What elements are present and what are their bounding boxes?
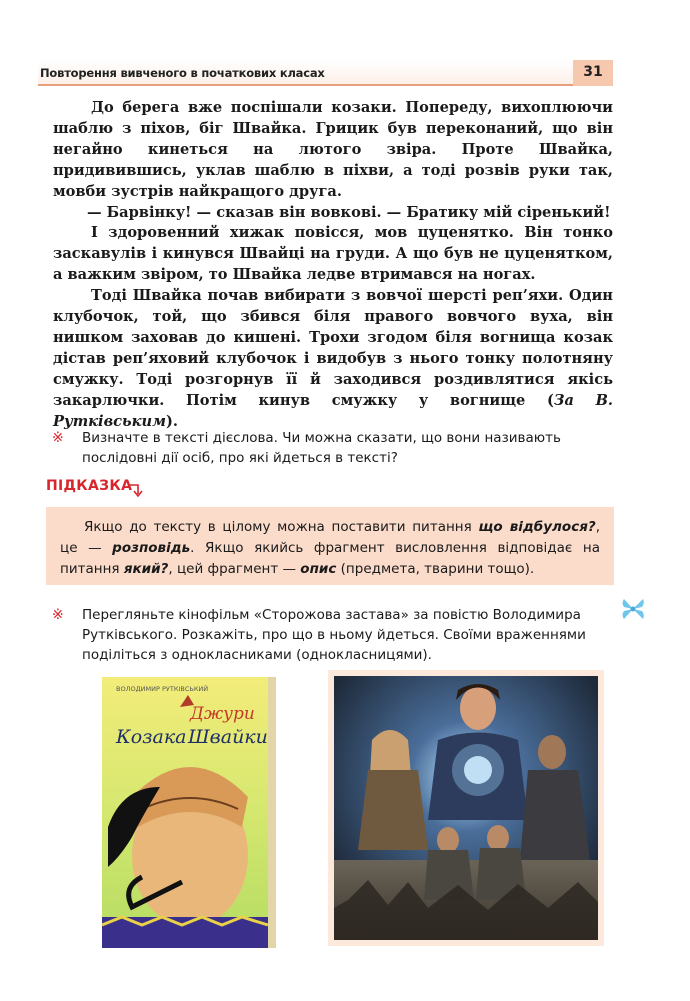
paragraph-3 bbox=[53, 286, 613, 432]
hint-t4: , цей фрагмент — bbox=[168, 561, 301, 577]
book-title-line-1: Джури bbox=[190, 704, 255, 724]
hint-question-1: що відбулося? bbox=[478, 519, 596, 535]
task-bullet-icon: ※ bbox=[52, 607, 64, 623]
hint-t5: (предмета, тварини тощо). bbox=[336, 561, 535, 577]
book-cover-image bbox=[102, 677, 276, 948]
book-title-line-3: Швайки bbox=[188, 726, 268, 748]
header-bar bbox=[38, 60, 573, 86]
movie-poster-image bbox=[328, 670, 604, 946]
page-number: 31 bbox=[583, 64, 603, 80]
hint-term-description: опис bbox=[300, 561, 337, 577]
star-icon bbox=[618, 594, 648, 624]
hint-box bbox=[46, 507, 614, 585]
hint-t1: Якщо до тексту в цілому можна поставити питання bbox=[84, 519, 479, 535]
hint-question-2: який? bbox=[123, 561, 169, 577]
book-author: ВОЛОДИМИР РУТКІВСЬКИЙ bbox=[116, 685, 209, 693]
paragraph-1: До берега вже поспішали козаки. Попереду, вихоплюючи шаблю з піхов, біг Швайка. Грицик був переконаний, що він негайно кинеться на лютого звіра. Проте Швайка, придивившись, уклав шаблю в піхви, а тоді розвів руки так, мовби зустрів найкращого друга. bbox=[53, 99, 613, 200]
book-title-line-2: Козака bbox=[116, 726, 187, 748]
page-number-box bbox=[573, 60, 613, 86]
page-header bbox=[38, 60, 613, 86]
dialog-line: — Барвінку! — сказав він вовкові. — Братику мій сіренький! bbox=[87, 203, 611, 221]
hint-t3: . Якщо якийсь фрагмент висловлення відповідає на питання bbox=[60, 540, 601, 577]
task-1 bbox=[52, 428, 617, 468]
task-2-text: Перегляньте кінофільм «Сторожова застава» за повістю Володимира Рутківського. Розкажіть, про що в ньому йдеться. Своїми враженнями поділіться з однокласниками (однокласницями). bbox=[82, 607, 586, 663]
source-attribution: За В. Рутківським bbox=[53, 391, 613, 430]
hint-term-narration: розповідь bbox=[112, 540, 191, 556]
task-2 bbox=[52, 605, 617, 665]
hint-t2: , це — bbox=[60, 519, 600, 556]
paragraph-2: І здоровенний хижак повісся, мов цуценятко. Він тонко заскавулів і кинувся Швайці на груди. А що був не цуценятком, а важким звіром, то Швайка ледве втримався на ногах. bbox=[53, 224, 613, 284]
header-title: Повторення вивченого в початкових класах bbox=[40, 66, 325, 80]
hint-label: ПІДКАЗКА bbox=[46, 478, 133, 494]
story-text bbox=[53, 98, 613, 433]
task-bullet-icon: ※ bbox=[52, 430, 64, 446]
paragraph-3-text: Тоді Швайка почав вибирати з вовчої шерсті реп’яхи. Один клубочок, той, що збився біля правого вовчого вуха, він нишком заховав до кишені. Трохи згодом біля вогнища козак дістав реп’яховий клубочок і видобув з нього тонку полотняну смужку. Тоді розгорнув її й заходився роздивлятися якісь закарлючки. Потім кинув смужку у вогнище ( bbox=[53, 287, 613, 409]
hint-arrow-icon bbox=[126, 482, 148, 498]
source-end: ). bbox=[166, 412, 179, 430]
task-1-text: Визначте в тексті дієслова. Чи можна сказати, що вони називають послідовні дії осіб, про які йдеться в тексті? bbox=[82, 430, 561, 466]
